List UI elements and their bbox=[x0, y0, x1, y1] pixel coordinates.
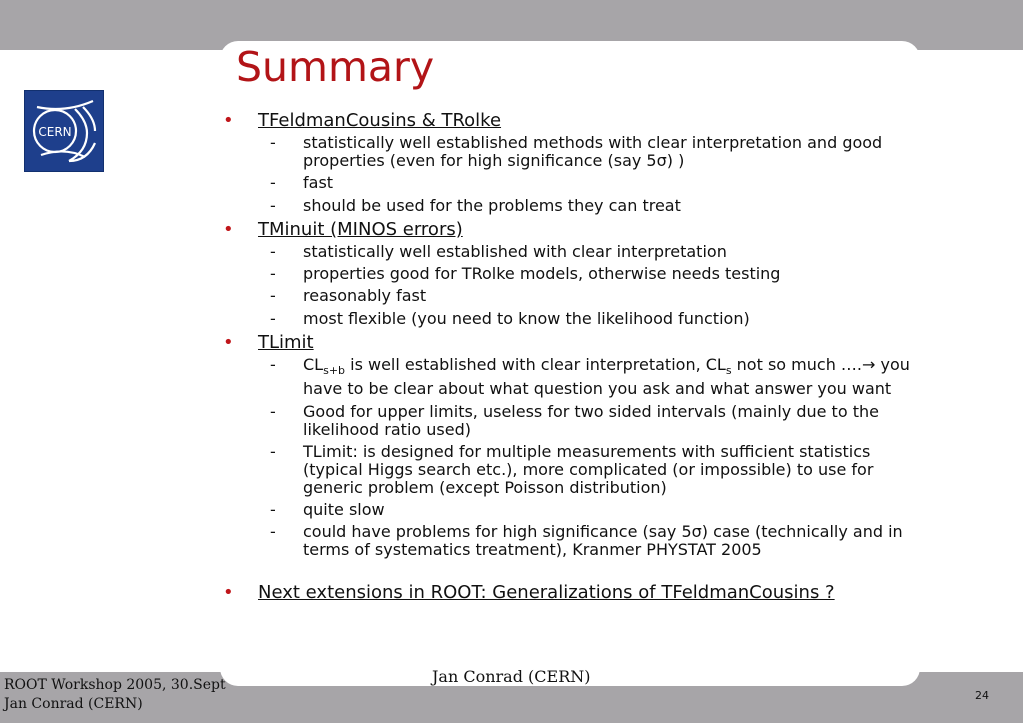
cern-logo-icon bbox=[25, 91, 103, 171]
list-item: - TLimit: is designed for multiple measurements with sufficient statistics (typical Higgs search etc.), more complicated (or impossible) to use for generic problem (except Poisson distribution) bbox=[270, 441, 874, 497]
section-minuit bbox=[223, 219, 933, 328]
footer-event-line: ROOT Workshop 2005, 30.Sept bbox=[4, 677, 226, 693]
bullet-icon: • bbox=[223, 110, 234, 131]
list-item: - fast bbox=[270, 173, 334, 193]
sub-list bbox=[223, 134, 933, 215]
list-item: - statistically well established methods with clear interpretation and good properties (even for high significance (say 5σ) ) bbox=[270, 133, 883, 170]
list-item: - most flexible (you need to know the likelihood function) bbox=[270, 308, 750, 328]
list-item: - statistically well established with clear interpretation bbox=[270, 241, 727, 261]
section-heading: TFeldmanCousins & TRolke bbox=[258, 110, 502, 131]
section-heading: TLimit bbox=[258, 332, 314, 354]
list-item: - $CL_{s+b}$ is well established with clear interpretation, $CL_s$ not so much ….→ you have to be clear about what question you ask and what answer you want bbox=[270, 355, 910, 399]
sub-list bbox=[223, 356, 933, 559]
bullet-icon: • bbox=[223, 218, 234, 240]
section-heading: Next extensions in ROOT: Generalizations of TFeldmanCousins ? bbox=[258, 581, 835, 603]
list-item: - could have problems for high significance (say 5σ) case (technically and in terms of systematics treatment), Kranmer PHYSTAT 2005 bbox=[270, 522, 903, 560]
section-next-extensions bbox=[223, 582, 933, 604]
section-heading: TMinuit (MINOS errors) bbox=[258, 218, 463, 240]
section-tlimit bbox=[223, 332, 933, 559]
cern-logo-text: CERN bbox=[38, 125, 72, 139]
slide-content bbox=[223, 110, 933, 604]
footer-presenter: Jan Conrad (CERN) bbox=[432, 667, 591, 686]
slide-title: Summary bbox=[236, 43, 435, 91]
page-number: 24 bbox=[975, 689, 989, 702]
footer-event bbox=[4, 676, 226, 714]
list-item: - properties good for TRolke models, otherwise needs testing bbox=[270, 264, 781, 284]
list-item: - quite slow bbox=[270, 500, 385, 520]
spacer bbox=[223, 564, 933, 582]
arrow-right-icon: → bbox=[862, 355, 876, 375]
bullet-icon: • bbox=[223, 332, 234, 354]
sub-list bbox=[223, 243, 933, 328]
section-feldman-rolke bbox=[223, 110, 933, 215]
bullet-icon: • bbox=[223, 581, 234, 603]
list-item: - should be used for the problems they can treat bbox=[270, 195, 681, 215]
footer-author-line: Jan Conrad (CERN) bbox=[4, 696, 143, 712]
cern-logo bbox=[24, 90, 104, 172]
list-item: - reasonably fast bbox=[270, 286, 427, 306]
list-item: - Good for upper limits, useless for two sided intervals (mainly due to the likelihood ratio used) bbox=[270, 401, 879, 439]
